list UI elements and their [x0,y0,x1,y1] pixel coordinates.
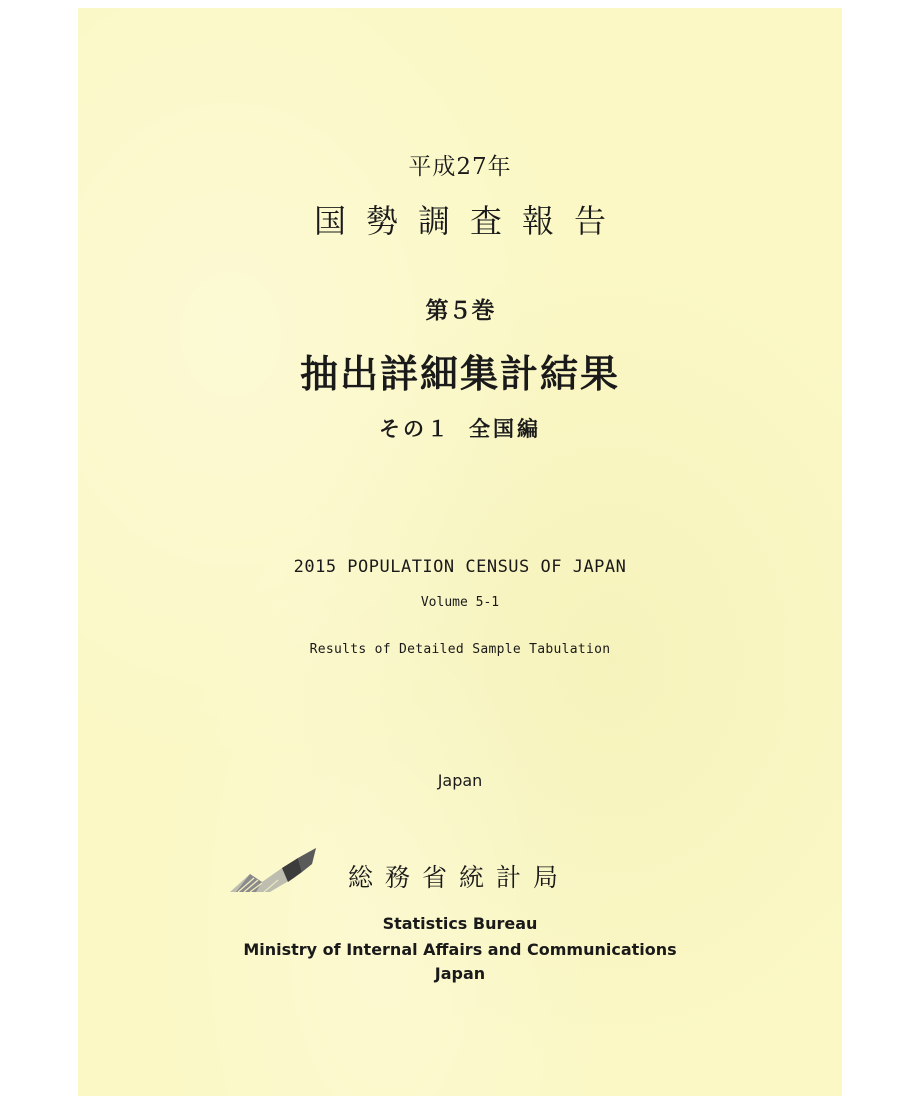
report-cover [78,8,842,1096]
volume-number-jp: 第５巻 [425,298,495,324]
ministry-name-en: Ministry of Internal Affairs and Communications [243,940,677,959]
statistics-bureau-logo-icon [228,848,318,894]
part-number-jp: その１ [379,417,451,441]
part-region-jp: 全国編 [469,417,541,441]
agency-name-jp: 総務省統計局 [348,863,571,892]
report-title-jp: 国勢調査報告 [313,202,626,240]
census-title-en: 2015 POPULATION CENSUS OF JAPAN [293,557,627,577]
results-title-en: Results of Detailed Sample Tabulation [309,642,611,657]
report-subtitle-jp: 抽出詳細集計結果 [299,352,620,396]
publisher-country-en: Japan [434,964,486,983]
country-label: Japan [437,771,483,790]
era-year: 平成27年 [408,154,512,180]
bureau-name-en: Statistics Bureau [382,914,538,933]
volume-number-en: Volume 5-1 [420,595,500,610]
part-label-jp [78,413,842,443]
